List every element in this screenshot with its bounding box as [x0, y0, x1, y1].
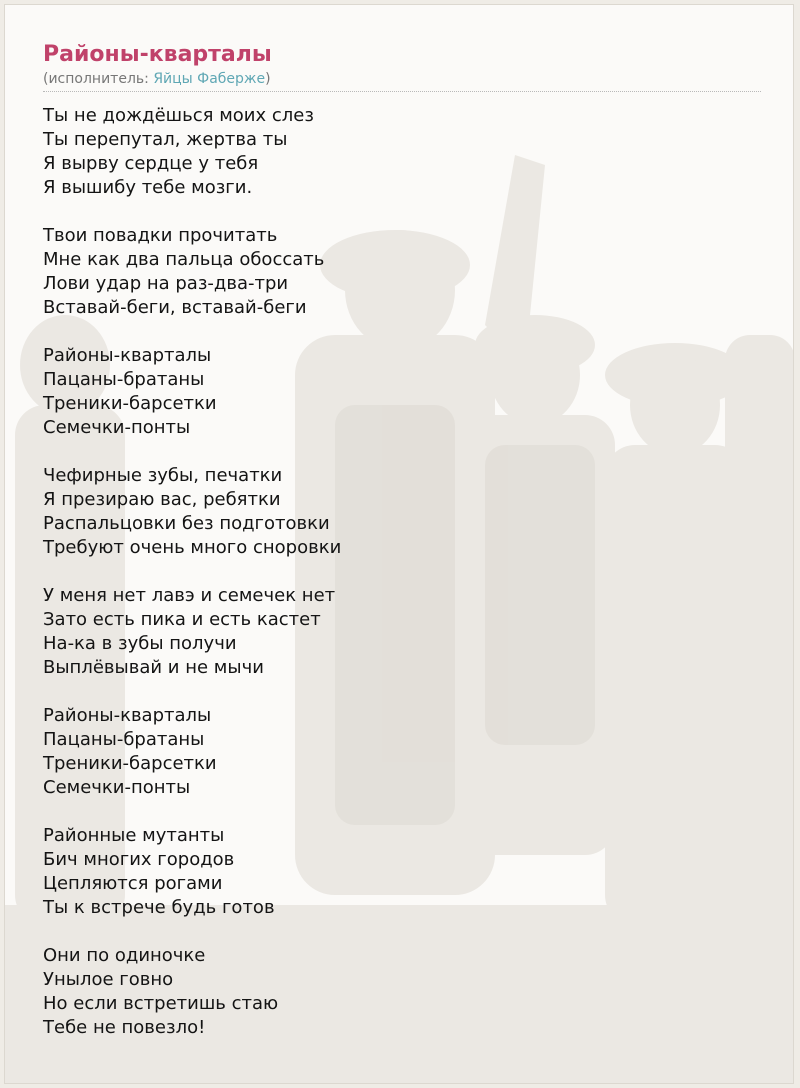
lyrics-page — [4, 4, 794, 1084]
lyric-line: Распальцовки без подготовки — [43, 513, 330, 534]
lyric-line: Чефирные зубы, печатки — [43, 465, 283, 486]
stanza — [43, 344, 743, 440]
lyric-line: Лови удар на раз-два-три — [43, 273, 289, 294]
lyric-line: Зато есть пика и есть кастет — [43, 609, 321, 630]
lyric-line: У меня нет лавэ и семечек нет — [43, 585, 336, 606]
lyric-line: Вставай-беги, вставай-беги — [43, 297, 307, 318]
stanza — [43, 104, 743, 200]
lyric-line: Требуют очень много сноровки — [43, 537, 342, 558]
stanza — [43, 584, 743, 680]
lyric-line: Выплёвывай и не мычи — [43, 657, 264, 678]
song-header — [43, 41, 761, 92]
lyric-line: Районные мутанты — [43, 825, 225, 846]
stanza — [43, 704, 743, 800]
lyric-line: Твои повадки прочитать — [43, 225, 278, 246]
lyric-line: Треники-барсетки — [43, 393, 217, 414]
stanza — [43, 464, 743, 560]
lyric-line: Но если встретишь стаю — [43, 993, 279, 1014]
lyric-line: На-ка в зубы получи — [43, 633, 237, 654]
lyric-line: Ты не дождёшься моих слез — [43, 105, 314, 126]
lyric-line: Унылое говно — [43, 969, 174, 990]
lyric-line: Ты перепутал, жертва ты — [43, 129, 288, 150]
stanza — [43, 944, 743, 1040]
lyric-line: Треники-барсетки — [43, 753, 217, 774]
lyric-line: Семечки-понты — [43, 417, 191, 438]
performer-line — [43, 69, 761, 92]
lyric-line: Я презираю вас, ребятки — [43, 489, 281, 510]
stanza — [43, 824, 743, 920]
lyric-line: Мне как два пальца обоссать — [43, 249, 325, 270]
lyric-line: Пацаны-братаны — [43, 729, 205, 750]
lyric-line: Я вырву сердце у тебя — [43, 153, 259, 174]
performer-link[interactable]: Яйцы Фаберже — [153, 71, 266, 87]
lyric-line: Районы-кварталы — [43, 705, 212, 726]
lyric-line: Семечки-понты — [43, 777, 191, 798]
lyric-line: Тебе не повезло! — [43, 1017, 206, 1038]
song-title: Районы-кварталы — [43, 42, 272, 67]
lyric-line: Я вышибу тебе мозги. — [43, 177, 253, 198]
lyric-line: Районы-кварталы — [43, 345, 212, 366]
lyric-line: Бич многих городов — [43, 849, 235, 870]
lyrics-body — [43, 104, 743, 1064]
lyric-line: Они по одиночке — [43, 945, 206, 966]
performer-prefix: (исполнитель: — [43, 71, 154, 87]
lyric-line: Ты к встрече будь готов — [43, 897, 275, 918]
lyric-line: Пацаны-братаны — [43, 369, 205, 390]
performer-suffix: ) — [265, 71, 271, 87]
lyric-line: Цепляются рогами — [43, 873, 223, 894]
stanza — [43, 224, 743, 320]
